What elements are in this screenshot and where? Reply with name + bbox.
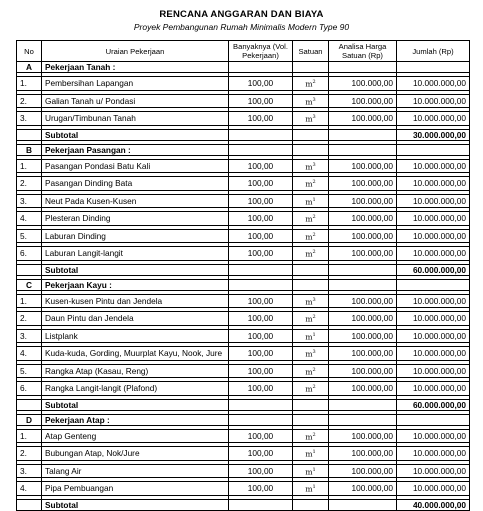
unit-exponent: 2 [312, 366, 316, 373]
unit-text: m [305, 179, 313, 189]
empty-cell [397, 279, 470, 290]
item-no: 2. [17, 447, 42, 461]
unit-text: m [305, 332, 313, 341]
item-satuan [293, 247, 329, 261]
item-uraian: Galian Tanah u/ Pondasi [42, 94, 229, 108]
item-uraian: Pipa Pembuangan [42, 482, 229, 496]
item-harga: 100.000,00 [329, 364, 397, 378]
item-jumlah: 10.000.000,00 [397, 194, 470, 208]
item-volume: 100,00 [229, 77, 293, 91]
item-no: 2. [17, 312, 42, 326]
item-harga: 100.000,00 [329, 159, 397, 173]
table-row [17, 312, 470, 326]
item-no: 1. [17, 77, 42, 91]
item-harga: 100.000,00 [329, 347, 397, 361]
item-satuan [293, 194, 329, 208]
item-satuan [293, 464, 329, 478]
item-no: 3. [17, 464, 42, 478]
item-jumlah: 10.000.000,00 [397, 429, 470, 443]
table-row [17, 329, 470, 343]
empty-cell [229, 414, 293, 425]
unit-exponent: 2 [312, 231, 316, 238]
item-uraian: Neut Pada Kusen-Kusen [42, 194, 229, 208]
item-jumlah: 10.000.000,00 [397, 212, 470, 226]
item-satuan [293, 447, 329, 461]
unit-text: m [305, 114, 313, 124]
header-no: No [17, 41, 42, 62]
table-row [17, 347, 470, 361]
item-uraian: Pembersihan Lapangan [42, 77, 229, 91]
item-satuan [293, 229, 329, 243]
item-volume: 100,00 [229, 212, 293, 226]
item-satuan [293, 382, 329, 396]
item-no: 6. [17, 247, 42, 261]
item-jumlah: 10.000.000,00 [397, 364, 470, 378]
unit-exponent: 3 [312, 96, 316, 103]
table-row [17, 447, 470, 461]
unit-exponent: 3 [312, 349, 316, 355]
empty-cell [293, 414, 329, 425]
item-volume: 100,00 [229, 364, 293, 378]
table-row [17, 229, 470, 243]
table-row [17, 177, 470, 191]
unit-text: m [305, 162, 313, 171]
item-volume: 100,00 [229, 347, 293, 361]
item-jumlah: 10.000.000,00 [397, 464, 470, 478]
item-no: 2. [17, 94, 42, 108]
unit-exponent: 2 [312, 179, 316, 185]
table-header-row [17, 41, 470, 62]
item-volume: 100,00 [229, 159, 293, 173]
item-satuan [293, 112, 329, 126]
unit-exponent: 2 [312, 249, 316, 255]
item-harga: 100.000,00 [329, 482, 397, 496]
item-harga: 100.000,00 [329, 429, 397, 443]
empty-cell [293, 144, 329, 155]
item-no: 1. [17, 294, 42, 308]
subtotal-value: 60.000.000,00 [397, 399, 470, 410]
item-uraian: Atap Genteng [42, 429, 229, 443]
header-uraian: Uraian Pekerjaan [42, 41, 229, 62]
item-uraian: Pasangan Dinding Bata [42, 177, 229, 191]
item-harga: 100.000,00 [329, 177, 397, 191]
section-letter: B [17, 144, 42, 155]
item-satuan [293, 364, 329, 378]
empty-cell [229, 129, 293, 140]
item-volume: 100,00 [229, 312, 293, 326]
empty-cell [329, 62, 397, 73]
item-harga: 100.000,00 [329, 247, 397, 261]
section-row [17, 62, 470, 73]
item-jumlah: 10.000.000,00 [397, 177, 470, 191]
item-harga: 100.000,00 [329, 94, 397, 108]
empty-cell [293, 499, 329, 510]
unit-exponent: 2 [312, 214, 316, 220]
section-letter: C [17, 279, 42, 290]
unit-text: m [305, 97, 313, 106]
subtotal-row [17, 399, 470, 410]
unit-exponent: 3 [312, 161, 316, 168]
header-analisa: Analisa Harga Satuan (Rp) [329, 41, 397, 62]
table-row [17, 364, 470, 378]
empty-cell [229, 279, 293, 290]
item-harga: 100.000,00 [329, 447, 397, 461]
unit-exponent: 1 [312, 449, 316, 455]
unit-exponent: 3 [312, 114, 316, 120]
empty-cell [329, 414, 397, 425]
item-harga: 100.000,00 [329, 312, 397, 326]
item-no: 4. [17, 347, 42, 361]
item-jumlah: 10.000.000,00 [397, 77, 470, 91]
item-volume: 100,00 [229, 194, 293, 208]
empty-cell [229, 399, 293, 410]
section-letter: A [17, 62, 42, 73]
item-volume: 100,00 [229, 329, 293, 343]
item-volume: 100,00 [229, 112, 293, 126]
item-no: 4. [17, 212, 42, 226]
item-uraian: Plesteran Dinding [42, 212, 229, 226]
unit-text: m [305, 249, 313, 259]
item-jumlah: 10.000.000,00 [397, 382, 470, 396]
table-row [17, 112, 470, 126]
item-uraian: Urugan/Timbunan Tanah [42, 112, 229, 126]
item-uraian: Kuda-kuda, Gording, Muurplat Kayu, Nook, Jure [42, 347, 229, 361]
unit-text: m [305, 484, 313, 494]
table-row [17, 77, 470, 91]
empty-cell [293, 264, 329, 275]
item-harga: 100.000,00 [329, 229, 397, 243]
empty-cell [397, 62, 470, 73]
unit-text: m [305, 449, 313, 459]
item-satuan [293, 329, 329, 343]
subtotal-row [17, 499, 470, 510]
section-name: Pekerjaan Atap : [42, 414, 229, 425]
table-row [17, 382, 470, 396]
unit-exponent: 1 [312, 196, 316, 203]
unit-text: m [305, 197, 313, 206]
item-jumlah: 10.000.000,00 [397, 329, 470, 343]
item-harga: 100.000,00 [329, 212, 397, 226]
item-volume: 100,00 [229, 177, 293, 191]
table-row [17, 159, 470, 173]
section-row [17, 144, 470, 155]
empty-cell [293, 399, 329, 410]
subtotal-label: Subtotal [42, 399, 229, 410]
item-uraian: Rangka Atap (Kasau, Reng) [42, 364, 229, 378]
item-no: 4. [17, 482, 42, 496]
subtotal-row [17, 129, 470, 140]
item-uraian: Pasangan Pondasi Batu Kali [42, 159, 229, 173]
item-satuan [293, 347, 329, 361]
empty-cell [329, 399, 397, 410]
unit-text: m [305, 349, 313, 359]
item-no: 3. [17, 194, 42, 208]
unit-exponent: 1 [312, 466, 316, 473]
item-harga: 100.000,00 [329, 294, 397, 308]
item-jumlah: 10.000.000,00 [397, 447, 470, 461]
empty-cell [329, 499, 397, 510]
section-row [17, 414, 470, 425]
item-uraian: Laburan Langit-langit [42, 247, 229, 261]
header-satuan: Satuan [293, 41, 329, 62]
item-uraian: Listplank [42, 329, 229, 343]
item-uraian: Bubungan Atap, Nok/Jure [42, 447, 229, 461]
unit-text: m [305, 314, 313, 324]
empty-cell [229, 144, 293, 155]
unit-exponent: 2 [312, 314, 316, 320]
item-satuan [293, 177, 329, 191]
budget-table [16, 40, 470, 511]
empty-cell [17, 499, 42, 510]
item-volume: 100,00 [229, 464, 293, 478]
table-row [17, 194, 470, 208]
empty-cell [293, 279, 329, 290]
item-uraian: Rangka Langit-langit (Plafond) [42, 382, 229, 396]
empty-cell [397, 414, 470, 425]
item-harga: 100.000,00 [329, 382, 397, 396]
empty-cell [17, 129, 42, 140]
empty-cell [229, 62, 293, 73]
unit-exponent: 2 [312, 431, 316, 438]
item-satuan [293, 294, 329, 308]
item-no: 6. [17, 382, 42, 396]
unit-text: m [305, 467, 313, 476]
item-harga: 100.000,00 [329, 112, 397, 126]
item-satuan [293, 212, 329, 226]
item-volume: 100,00 [229, 247, 293, 261]
item-satuan [293, 312, 329, 326]
item-harga: 100.000,00 [329, 77, 397, 91]
item-jumlah: 10.000.000,00 [397, 94, 470, 108]
table-row [17, 247, 470, 261]
section-letter: D [17, 414, 42, 425]
item-jumlah: 10.000.000,00 [397, 159, 470, 173]
item-volume: 100,00 [229, 482, 293, 496]
item-volume: 100,00 [229, 294, 293, 308]
empty-cell [229, 264, 293, 275]
unit-text: m [305, 79, 313, 89]
subtotal-value: 60.000.000,00 [397, 264, 470, 275]
empty-cell [397, 144, 470, 155]
item-no: 3. [17, 112, 42, 126]
item-jumlah: 10.000.000,00 [397, 247, 470, 261]
item-volume: 100,00 [229, 447, 293, 461]
unit-exponent: 2 [312, 384, 316, 390]
unit-text: m [305, 367, 313, 376]
item-volume: 100,00 [229, 94, 293, 108]
empty-cell [329, 264, 397, 275]
item-no: 5. [17, 364, 42, 378]
section-name: Pekerjaan Tanah : [42, 62, 229, 73]
item-uraian: Kusen-kusen Pintu dan Jendela [42, 294, 229, 308]
item-jumlah: 10.000.000,00 [397, 312, 470, 326]
table-row [17, 294, 470, 308]
item-volume: 100,00 [229, 229, 293, 243]
item-satuan [293, 482, 329, 496]
unit-exponent: 2 [312, 79, 316, 85]
unit-text: m [305, 297, 313, 306]
table-row [17, 464, 470, 478]
item-no: 5. [17, 229, 42, 243]
item-volume: 100,00 [229, 382, 293, 396]
unit-text: m [305, 432, 313, 441]
item-harga: 100.000,00 [329, 329, 397, 343]
empty-cell [329, 129, 397, 140]
item-jumlah: 10.000.000,00 [397, 482, 470, 496]
subtotal-row [17, 264, 470, 275]
item-uraian: Talang Air [42, 464, 229, 478]
empty-cell [17, 399, 42, 410]
item-satuan [293, 429, 329, 443]
subtotal-value: 30.000.000,00 [397, 129, 470, 140]
item-uraian: Laburan Dinding [42, 229, 229, 243]
item-harga: 100.000,00 [329, 194, 397, 208]
item-jumlah: 10.000.000,00 [397, 229, 470, 243]
unit-exponent: 1 [312, 484, 316, 490]
item-no: 3. [17, 329, 42, 343]
subtotal-label: Subtotal [42, 264, 229, 275]
item-jumlah: 10.000.000,00 [397, 294, 470, 308]
item-uraian: Daun Pintu dan Jendela [42, 312, 229, 326]
empty-cell [329, 144, 397, 155]
section-name: Pekerjaan Kayu : [42, 279, 229, 290]
unit-exponent: 3 [312, 296, 316, 303]
table-row [17, 482, 470, 496]
page-title: RENCANA ANGGARAN DAN BIAYA [159, 9, 324, 20]
item-no: 1. [17, 159, 42, 173]
subtotal-label: Subtotal [42, 129, 229, 140]
item-satuan [293, 159, 329, 173]
unit-text: m [305, 232, 313, 241]
table-row [17, 212, 470, 226]
empty-cell [17, 264, 42, 275]
unit-text: m [305, 214, 313, 224]
header-jumlah: Jumlah (Rp) [397, 41, 470, 62]
header-banyaknya: Banyaknya (Vol. Pekerjaan) [229, 41, 293, 62]
table-row [17, 429, 470, 443]
empty-cell [293, 62, 329, 73]
item-no: 1. [17, 429, 42, 443]
item-satuan [293, 94, 329, 108]
subtotal-value: 40.000.000,00 [397, 499, 470, 510]
section-name: Pekerjaan Pasangan : [42, 144, 229, 155]
item-harga: 100.000,00 [329, 464, 397, 478]
item-no: 2. [17, 177, 42, 191]
unit-text: m [305, 384, 313, 394]
empty-cell [229, 499, 293, 510]
item-jumlah: 10.000.000,00 [397, 112, 470, 126]
empty-cell [293, 129, 329, 140]
item-volume: 100,00 [229, 429, 293, 443]
subtotal-label: Subtotal [42, 499, 229, 510]
section-row [17, 279, 470, 290]
empty-cell [329, 279, 397, 290]
unit-exponent: 1 [312, 331, 316, 338]
item-satuan [293, 77, 329, 91]
page-subtitle: Proyek Pembangunan Rumah Minimalis Modern Type 90 [133, 22, 350, 32]
item-jumlah: 10.000.000,00 [397, 347, 470, 361]
table-row [17, 94, 470, 108]
